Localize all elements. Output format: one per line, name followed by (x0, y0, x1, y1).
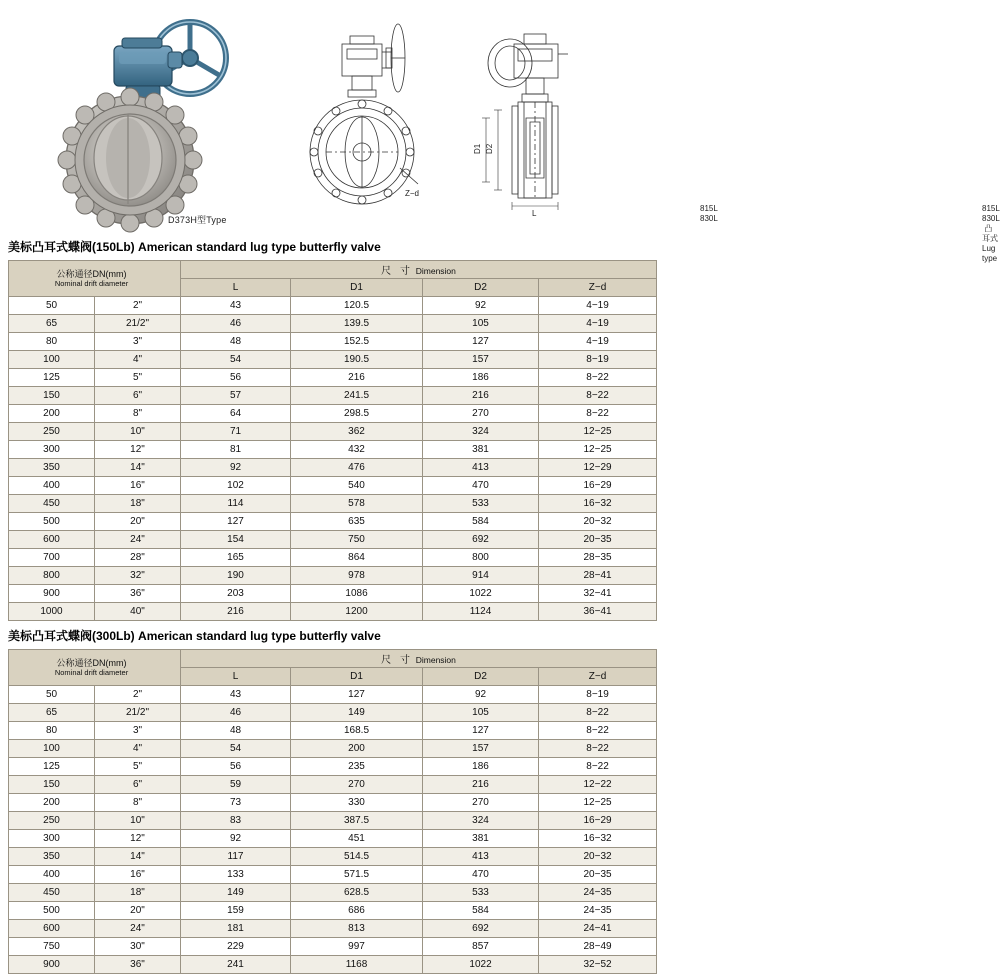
cell-dn: 900 (9, 585, 95, 603)
table-row (9, 776, 657, 794)
cell-d2: 413 (423, 848, 539, 866)
cell-dn: 450 (9, 495, 95, 513)
cell-l: 43 (181, 686, 291, 704)
cell-d1: 127 (291, 686, 423, 704)
cell-d1: 1200 (291, 603, 423, 621)
cell-inch: 20" (95, 513, 181, 531)
cell-inch: 4" (95, 740, 181, 758)
cell-l: 229 (181, 938, 291, 956)
cell-dn: 65 (9, 315, 95, 333)
section-title-en-150: American standard lug type butterfly valve (138, 240, 381, 254)
cell-inch: 28" (95, 549, 181, 567)
cell-l: 159 (181, 902, 291, 920)
cell-zd: 4−19 (539, 333, 657, 351)
cell-d2: 157 (423, 351, 539, 369)
cell-d2: 105 (423, 315, 539, 333)
cell-zd: 20−32 (539, 513, 657, 531)
cell-d1: 216 (291, 369, 423, 387)
cell-l: 56 (181, 369, 291, 387)
table-row (9, 794, 657, 812)
cell-inch: 16" (95, 866, 181, 884)
cell-l: 83 (181, 812, 291, 830)
cell-d1: 152.5 (291, 333, 423, 351)
table-row (9, 549, 657, 567)
valve-photo (18, 8, 286, 225)
table-row (9, 704, 657, 722)
d1-callout: D1 (473, 143, 482, 154)
table-row (9, 812, 657, 830)
cell-l: 57 (181, 387, 291, 405)
cell-inch: 18" (95, 884, 181, 902)
spec-table-150lb (8, 260, 657, 621)
cell-d2: 692 (423, 920, 539, 938)
table-row (9, 902, 657, 920)
cell-d2: 186 (423, 758, 539, 776)
cell-d2: 857 (423, 938, 539, 956)
cell-l: 127 (181, 513, 291, 531)
table-row (9, 369, 657, 387)
cell-d2: 413 (423, 459, 539, 477)
cell-d2: 381 (423, 830, 539, 848)
cell-l: 165 (181, 549, 291, 567)
cell-dn: 125 (9, 369, 95, 387)
drawing1-caption: 815L 830L (700, 204, 718, 223)
cell-d1: 628.5 (291, 884, 423, 902)
cell-dn: 600 (9, 920, 95, 938)
table-row (9, 297, 657, 315)
cell-d1: 476 (291, 459, 423, 477)
cell-inch: 21/2" (95, 315, 181, 333)
header-nominal-diameter-150 (9, 261, 181, 297)
cell-l: 203 (181, 585, 291, 603)
cell-d2: 105 (423, 704, 539, 722)
table-row (9, 405, 657, 423)
cell-d2: 584 (423, 513, 539, 531)
cell-d2: 92 (423, 686, 539, 704)
table-row (9, 513, 657, 531)
cell-d2: 127 (423, 722, 539, 740)
cell-dn: 250 (9, 423, 95, 441)
cell-dn: 500 (9, 513, 95, 531)
cell-d1: 241.5 (291, 387, 423, 405)
header-nominal-diameter-300 (9, 650, 181, 686)
table-row (9, 315, 657, 333)
cell-d2: 92 (423, 297, 539, 315)
d2-callout: D2 (485, 143, 494, 154)
cell-l: 181 (181, 920, 291, 938)
cell-d2: 324 (423, 423, 539, 441)
cell-d2: 914 (423, 567, 539, 585)
spec-table-body-150 (9, 297, 657, 621)
cell-dn: 400 (9, 866, 95, 884)
cell-dn: 150 (9, 776, 95, 794)
section-title-cn-300: 美标凸耳式蝶阀(300Lb) (8, 629, 135, 643)
cell-l: 73 (181, 794, 291, 812)
cell-l: 133 (181, 866, 291, 884)
table-row (9, 848, 657, 866)
table-row (9, 495, 657, 513)
table-row (9, 686, 657, 704)
header-dim-en-150: Dimension (415, 266, 456, 276)
cell-d2: 381 (423, 441, 539, 459)
cell-zd: 24−41 (539, 920, 657, 938)
cell-dn: 350 (9, 459, 95, 477)
cell-d2: 533 (423, 884, 539, 902)
cell-l: 56 (181, 758, 291, 776)
table-row (9, 585, 657, 603)
cell-inch: 24" (95, 531, 181, 549)
cell-inch: 14" (95, 459, 181, 477)
cell-zd: 16−29 (539, 812, 657, 830)
header-d2-300: D2 (423, 668, 539, 686)
cell-zd: 12−29 (539, 459, 657, 477)
cell-d1: 578 (291, 495, 423, 513)
cell-dn: 200 (9, 405, 95, 423)
cell-zd: 8−22 (539, 740, 657, 758)
cell-l: 154 (181, 531, 291, 549)
cell-dn: 300 (9, 830, 95, 848)
cell-l: 46 (181, 704, 291, 722)
cell-dn: 250 (9, 812, 95, 830)
header-dimension-150 (181, 261, 657, 279)
zd-callout: Z−d (405, 189, 420, 198)
cell-inch: 6" (95, 387, 181, 405)
spec-table-300lb (8, 649, 657, 974)
cell-zd: 4−19 (539, 297, 657, 315)
table-row (9, 884, 657, 902)
header-d1-300: D1 (291, 668, 423, 686)
cell-zd: 36−41 (539, 603, 657, 621)
cell-l: 190 (181, 567, 291, 585)
cell-zd: 16−32 (539, 830, 657, 848)
section-300lb (0, 627, 664, 974)
cell-zd: 24−35 (539, 902, 657, 920)
cell-inch: 40" (95, 603, 181, 621)
cell-dn: 450 (9, 884, 95, 902)
cell-zd: 8−22 (539, 405, 657, 423)
cell-inch: 5" (95, 369, 181, 387)
cell-inch: 5" (95, 758, 181, 776)
cell-l: 54 (181, 740, 291, 758)
cell-d2: 157 (423, 740, 539, 758)
cell-d2: 533 (423, 495, 539, 513)
cell-d2: 270 (423, 794, 539, 812)
cell-inch: 8" (95, 794, 181, 812)
table-row (9, 722, 657, 740)
cell-inch: 12" (95, 830, 181, 848)
cell-dn: 150 (9, 387, 95, 405)
cell-d1: 362 (291, 423, 423, 441)
cell-d1: 1086 (291, 585, 423, 603)
cell-dn: 350 (9, 848, 95, 866)
cell-d2: 1022 (423, 956, 539, 974)
cell-inch: 14" (95, 848, 181, 866)
cell-inch: 3" (95, 333, 181, 351)
cell-d2: 216 (423, 387, 539, 405)
cell-l: 114 (181, 495, 291, 513)
cell-dn: 500 (9, 902, 95, 920)
spec-table-body-300 (9, 686, 657, 974)
cell-d1: 813 (291, 920, 423, 938)
table-row (9, 531, 657, 549)
cell-l: 54 (181, 351, 291, 369)
cell-dn: 750 (9, 938, 95, 956)
cell-d1: 235 (291, 758, 423, 776)
cell-zd: 28−49 (539, 938, 657, 956)
header-zd-300: Z−d (539, 668, 657, 686)
cell-l: 48 (181, 722, 291, 740)
cell-l: 46 (181, 315, 291, 333)
table-row (9, 459, 657, 477)
cell-d1: 540 (291, 477, 423, 495)
section-title-en-300: American standard lug type butterfly valve (138, 629, 381, 643)
cell-d2: 127 (423, 333, 539, 351)
cell-inch: 10" (95, 812, 181, 830)
cell-inch: 36" (95, 956, 181, 974)
cell-zd: 4−19 (539, 315, 657, 333)
cell-d1: 168.5 (291, 722, 423, 740)
table-row (9, 603, 657, 621)
section-150lb (0, 238, 664, 621)
table-row (9, 387, 657, 405)
cell-zd: 8−22 (539, 704, 657, 722)
cell-dn: 800 (9, 567, 95, 585)
cell-inch: 24" (95, 920, 181, 938)
header-l-300: L (181, 668, 291, 686)
cell-zd: 28−41 (539, 567, 657, 585)
table-row (9, 830, 657, 848)
cell-d2: 800 (423, 549, 539, 567)
cell-zd: 20−35 (539, 531, 657, 549)
cell-d1: 978 (291, 567, 423, 585)
header-dn-cn-300: 公称通径DN(mm) (56, 657, 127, 668)
cell-inch: 4" (95, 351, 181, 369)
header-dimension-300 (181, 650, 657, 668)
drawing2-caption: 815L 830L 凸耳式 Lug type (982, 204, 1000, 263)
cell-d1: 387.5 (291, 812, 423, 830)
cell-dn: 200 (9, 794, 95, 812)
cell-inch: 18" (95, 495, 181, 513)
cell-d1: 200 (291, 740, 423, 758)
cell-l: 149 (181, 884, 291, 902)
cell-dn: 125 (9, 758, 95, 776)
photo-caption: D373H型Type (168, 215, 227, 225)
cell-l: 102 (181, 477, 291, 495)
cell-l: 216 (181, 603, 291, 621)
section-title-150lb (8, 238, 664, 255)
cell-d2: 216 (423, 776, 539, 794)
cell-dn: 65 (9, 704, 95, 722)
cell-dn: 50 (9, 297, 95, 315)
cell-d1: 514.5 (291, 848, 423, 866)
header-dim-cn-150: 尺 寸 (381, 266, 413, 277)
cell-inch: 8" (95, 405, 181, 423)
cell-zd: 8−19 (539, 351, 657, 369)
cell-dn: 600 (9, 531, 95, 549)
cell-zd: 8−22 (539, 758, 657, 776)
cell-d1: 190.5 (291, 351, 423, 369)
header-dim-cn-300: 尺 寸 (381, 655, 413, 666)
cell-inch: 16" (95, 477, 181, 495)
table-row (9, 758, 657, 776)
cell-d2: 470 (423, 866, 539, 884)
cell-d1: 750 (291, 531, 423, 549)
cell-d1: 149 (291, 704, 423, 722)
l-callout: L (532, 209, 537, 218)
cell-dn: 1000 (9, 603, 95, 621)
cell-inch: 12" (95, 441, 181, 459)
cell-inch: 2" (95, 686, 181, 704)
cell-zd: 16−29 (539, 477, 657, 495)
section-title-cn-150: 美标凸耳式蝶阀(150Lb) (8, 240, 135, 254)
cell-l: 43 (181, 297, 291, 315)
cell-zd: 32−52 (539, 956, 657, 974)
cell-d2: 584 (423, 902, 539, 920)
header-dn-en-300: Nominal drift diameter (54, 667, 129, 677)
table-row (9, 351, 657, 369)
cell-dn: 400 (9, 477, 95, 495)
cell-inch: 21/2" (95, 704, 181, 722)
cell-l: 71 (181, 423, 291, 441)
cell-zd: 20−35 (539, 866, 657, 884)
cell-l: 92 (181, 459, 291, 477)
table-row (9, 567, 657, 585)
cell-d1: 270 (291, 776, 423, 794)
cell-zd: 8−19 (539, 686, 657, 704)
cell-dn: 700 (9, 549, 95, 567)
cell-dn: 80 (9, 333, 95, 351)
cell-l: 241 (181, 956, 291, 974)
cell-inch: 32" (95, 567, 181, 585)
cell-l: 48 (181, 333, 291, 351)
table-row (9, 477, 657, 495)
section-title-300lb (8, 627, 664, 644)
cell-d1: 330 (291, 794, 423, 812)
cell-zd: 12−25 (539, 794, 657, 812)
header-dim-en-300: Dimension (415, 655, 456, 665)
cell-zd: 16−32 (539, 495, 657, 513)
cell-dn: 50 (9, 686, 95, 704)
cell-inch: 10" (95, 423, 181, 441)
cell-d1: 864 (291, 549, 423, 567)
header-l-150: L (181, 279, 291, 297)
cell-d2: 1124 (423, 603, 539, 621)
cell-zd: 20−32 (539, 848, 657, 866)
cell-d1: 686 (291, 902, 423, 920)
cell-zd: 12−22 (539, 776, 657, 794)
cell-d1: 432 (291, 441, 423, 459)
header-dn-en-150: Nominal drift diameter (54, 278, 129, 288)
cell-inch: 36" (95, 585, 181, 603)
table-row (9, 920, 657, 938)
cell-zd: 8−22 (539, 387, 657, 405)
cell-dn: 300 (9, 441, 95, 459)
cell-d2: 324 (423, 812, 539, 830)
cell-d2: 470 (423, 477, 539, 495)
table-row (9, 866, 657, 884)
cell-dn: 100 (9, 351, 95, 369)
cell-l: 117 (181, 848, 291, 866)
table-row (9, 956, 657, 974)
cell-d1: 1168 (291, 956, 423, 974)
header-dn-cn-150: 公称通径DN(mm) (56, 268, 127, 279)
table-row (9, 441, 657, 459)
header-zd-150: Z−d (539, 279, 657, 297)
cell-zd: 28−35 (539, 549, 657, 567)
cell-inch: 3" (95, 722, 181, 740)
table-row (9, 423, 657, 441)
cell-d1: 451 (291, 830, 423, 848)
cell-d1: 571.5 (291, 866, 423, 884)
cell-inch: 20" (95, 902, 181, 920)
cell-inch: 30" (95, 938, 181, 956)
cell-dn: 80 (9, 722, 95, 740)
cell-l: 92 (181, 830, 291, 848)
cell-d2: 1022 (423, 585, 539, 603)
cell-inch: 6" (95, 776, 181, 794)
cell-d1: 298.5 (291, 405, 423, 423)
cell-l: 81 (181, 441, 291, 459)
cell-zd: 8−22 (539, 369, 657, 387)
cell-zd: 8−22 (539, 722, 657, 740)
cell-d1: 120.5 (291, 297, 423, 315)
cell-d1: 139.5 (291, 315, 423, 333)
cell-zd: 12−25 (539, 441, 657, 459)
cell-dn: 100 (9, 740, 95, 758)
table-row (9, 740, 657, 758)
table-row (9, 333, 657, 351)
header-d1-150: D1 (291, 279, 423, 297)
cell-d2: 692 (423, 531, 539, 549)
cell-zd: 24−35 (539, 884, 657, 902)
cell-d1: 997 (291, 938, 423, 956)
header-d2-150: D2 (423, 279, 539, 297)
cell-l: 64 (181, 405, 291, 423)
drawing-section-view (452, 18, 1000, 263)
cell-dn: 900 (9, 956, 95, 974)
cell-zd: 12−25 (539, 423, 657, 441)
cell-d1: 635 (291, 513, 423, 531)
cell-d2: 270 (423, 405, 539, 423)
table-row (9, 938, 657, 956)
cell-zd: 32−41 (539, 585, 657, 603)
cell-d2: 186 (423, 369, 539, 387)
cell-l: 59 (181, 776, 291, 794)
cell-inch: 2" (95, 297, 181, 315)
